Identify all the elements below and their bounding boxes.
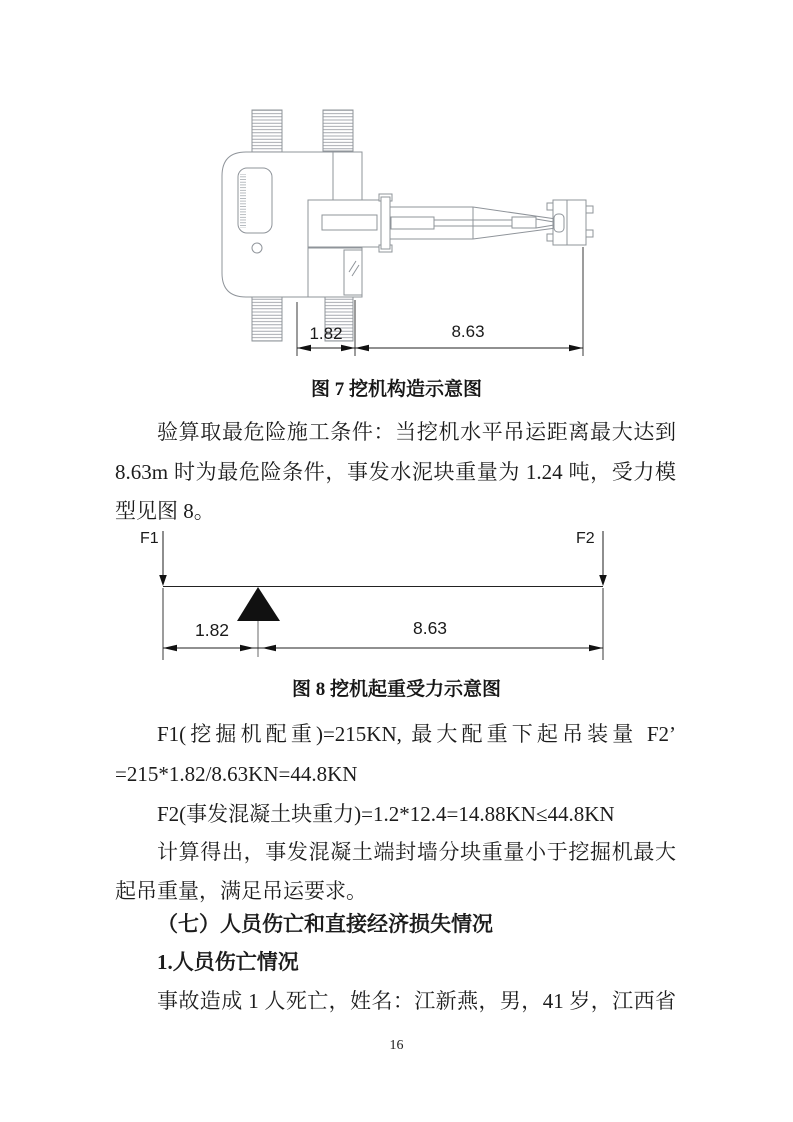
paragraph-line: 验算取最危险施工条件：当挖机水平吊运距离最大达到 [157, 420, 676, 444]
formula-line: =215*1.82/8.63KN=44.8KN [115, 762, 358, 786]
figure7-caption: 图 7 挖机构造示意图 [310, 379, 482, 400]
sub-heading: 1.人员伤亡情况 [157, 950, 299, 974]
paragraph-line: 起吊重量，满足吊运要求。 [115, 879, 367, 903]
force-diagram [130, 522, 650, 664]
force-f2-label: F2 [576, 530, 595, 547]
figure8-dim-right-label: 8.63 [412, 618, 448, 638]
paragraph-line: 8.63m 时为最危险条件，事发水泥块重量为 1.24 吨，受力模 [115, 460, 676, 484]
figure7-dim-left-label: 1.82 [309, 324, 343, 343]
formula-line: F2(事发混凝土块重力)=1.2*12.4=14.88KN≤44.8KN [157, 802, 615, 826]
figure7-dim-right-label: 8.63 [451, 322, 485, 341]
force-arrowheads [159, 575, 607, 586]
paragraph-line: 事故造成 1 人死亡，姓名：江新燕，男，41 岁，江西省 [157, 989, 676, 1013]
paragraph-line: 计算得出，事发混凝土端封墙分块重量小于挖掘机最大 [157, 840, 676, 864]
force-arrows [163, 531, 603, 577]
section-heading: （七）人员伤亡和直接经济损失情况 [157, 912, 493, 936]
figure8-caption: 图 8 挖机起重受力示意图 [291, 679, 501, 700]
page-number: 16 [389, 1038, 404, 1053]
fulcrum-triangle [237, 587, 280, 621]
excavator-diagram [200, 100, 600, 365]
formula-line: F1(挖掘机配重)=215KN, 最大配重下起吊装量 F2’ [157, 722, 676, 746]
paragraph-line: 型见图 8。 [115, 499, 215, 523]
force-f1-label: F1 [140, 530, 159, 547]
boom-arm [308, 194, 556, 252]
bucket [547, 200, 593, 245]
figure8-dim-left-label: 1.82 [194, 620, 230, 640]
